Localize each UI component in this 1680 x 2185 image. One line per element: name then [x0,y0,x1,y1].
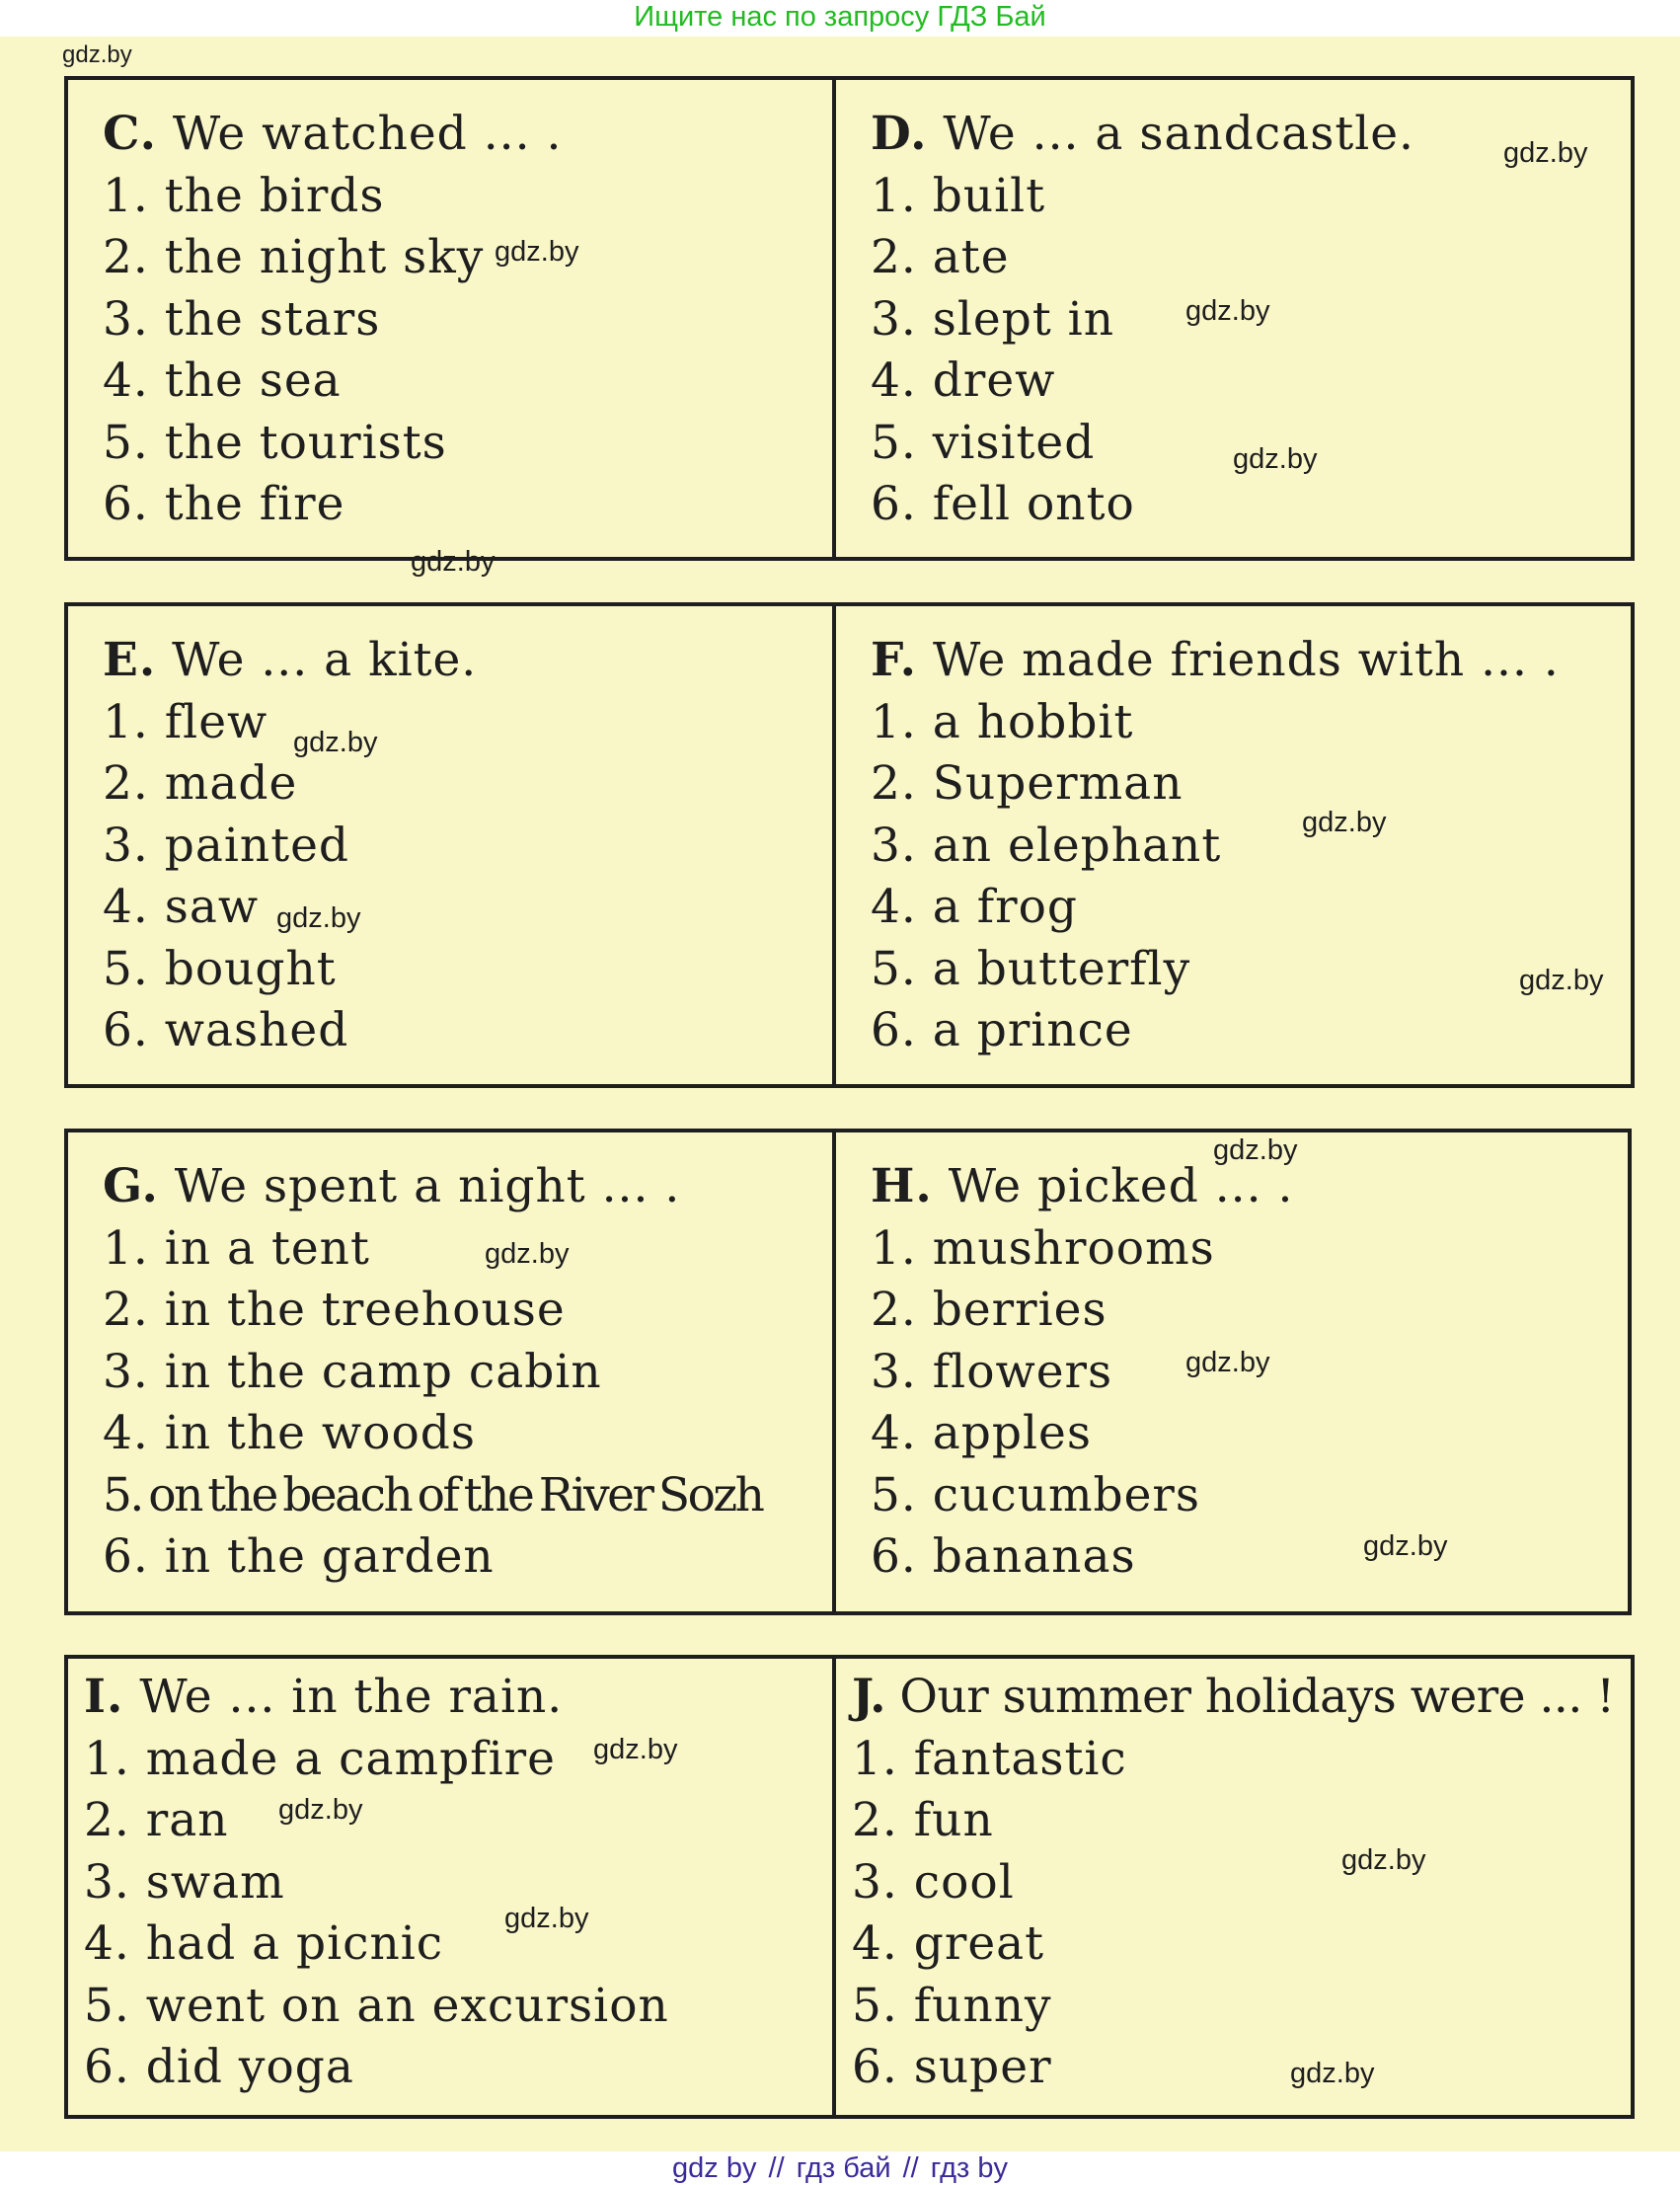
exercise-box-h [836,1132,1628,1611]
option-item: 1. a hobbit [871,694,1134,749]
option-item: 3. cool [852,1854,1015,1910]
exercise-row-3 [64,1129,1632,1615]
watermark: gdz.by [593,1734,678,1765]
option-item: 4. had a picnic [84,1916,444,1971]
exercise-box-e [68,606,836,1084]
option-item: 1. the birds [103,168,385,223]
watermark: gdz.by [1185,295,1270,327]
top-banner [0,0,1680,36]
question-line: D. We ... a sandcastle. [871,107,1414,161]
option-item: 3. flowers [871,1344,1113,1399]
option-item: 2. fun [852,1793,994,1847]
question-line: J. Our summer holidays were ... ! [852,1670,1615,1724]
exercise-box-g [68,1132,836,1611]
option-item: 5. bought [103,941,337,996]
option-item: 2. the night sky [103,230,485,284]
watermark: gdz.by [1302,807,1387,838]
option-item: 5. cucumbers [871,1467,1201,1522]
option-item: 4. in the woods [103,1406,476,1460]
exercise-box-f [836,606,1631,1084]
option-item: 3. in the camp cabin [103,1344,602,1399]
option-item: 6. in the garden [103,1529,495,1584]
option-item: 3. slept in [871,291,1114,347]
watermark: gdz.by [1363,1530,1448,1562]
watermark: gdz.by [1213,1134,1298,1166]
option-item: 6. washed [103,1003,349,1057]
option-item: 2. made [103,756,298,811]
option-item: 2. in the treehouse [103,1283,566,1337]
option-item: 1. in a tent [103,1220,370,1276]
watermark: gdz.by [504,1903,589,1934]
watermark: gdz.by [485,1238,570,1270]
watermark: gdz.by [1185,1347,1270,1378]
watermark: gdz.by [1519,965,1604,996]
option-item: 1. built [871,168,1046,223]
search-hint-link[interactable]: Ищите нас по запросу ГДЗ Бай [634,1,1046,33]
option-item: 6. the fire [103,477,345,531]
option-item: 4. apples [871,1406,1092,1460]
watermark: gdz.by [62,41,132,68]
question-line: E. We ... a kite. [103,633,478,687]
question-line: G. We spent a night ... . [103,1159,681,1213]
watermark: gdz.by [1233,443,1318,475]
option-item: 1. flew [103,694,268,749]
watermark: gdz.by [1503,137,1588,169]
question-line: C. We watched ... . [103,107,563,161]
option-item: 2. ate [871,230,1010,284]
footer-link[interactable]: gdz by [672,2152,757,2184]
exercise-row-4 [64,1655,1635,2119]
exercise-box-c [68,80,836,578]
textbook-page [0,37,1680,2151]
option-item: 2. ran [84,1793,229,1847]
watermark: gdz.by [278,1794,363,1826]
option-item: 4. drew [871,353,1056,408]
exercise-box-i [68,1659,836,2115]
watermark: gdz.by [495,236,579,268]
option-item: 4. a frog [871,880,1078,934]
option-item: 6. super [852,2040,1052,2094]
exercise-row-1 [64,76,1635,578]
exercise-row-2 [64,602,1635,1088]
watermark: gdz.by [1341,1844,1426,1876]
watermark: gdz.by [276,902,361,934]
option-item: 2. berries [871,1283,1107,1337]
option-item: 6. did yoga [84,2040,354,2094]
option-item: 4. saw [103,880,260,934]
watermark: gdz.by [411,546,496,578]
footer-separator: // [768,2152,785,2184]
watermark: gdz.by [1290,2058,1375,2089]
option-item: 3. an elephant [871,818,1222,873]
option-item: 6. a prince [871,1003,1133,1057]
option-item: 5. went on an excursion [84,1978,669,2033]
footer-separator: // [902,2152,919,2184]
option-item: 5. on the beach of the River Sozh [103,1467,763,1522]
footer-link[interactable]: гдз by [930,2152,1008,2184]
question-line: H. We picked ... . [871,1159,1294,1213]
watermark: gdz.by [293,727,378,758]
option-item: 5. a butterfly [871,941,1191,996]
option-item: 2. Superman [871,756,1184,811]
option-item: 1. made a campfire [84,1731,556,1786]
exercise-box-j [836,1659,1631,2115]
option-item: 6. fell onto [871,477,1135,531]
option-item: 5. the tourists [103,415,447,470]
option-item: 1. mushrooms [871,1220,1215,1276]
option-item: 1. fantastic [852,1731,1127,1786]
option-item: 3. the stars [103,291,381,347]
bottom-banner [0,2151,1680,2184]
option-item: 5. funny [852,1978,1052,2033]
footer-link[interactable]: гдз бай [796,2152,891,2184]
exercise-box-d [836,80,1631,557]
question-line: I. We ... in the rain. [84,1670,564,1724]
option-item: 5. visited [871,415,1096,470]
option-item: 4. the sea [103,353,342,408]
option-item: 6. bananas [871,1529,1136,1584]
option-item: 3. painted [103,818,349,873]
option-item: 4. great [852,1916,1045,1971]
option-item: 3. swam [84,1854,285,1910]
question-line: F. We made friends with ... . [871,633,1560,687]
